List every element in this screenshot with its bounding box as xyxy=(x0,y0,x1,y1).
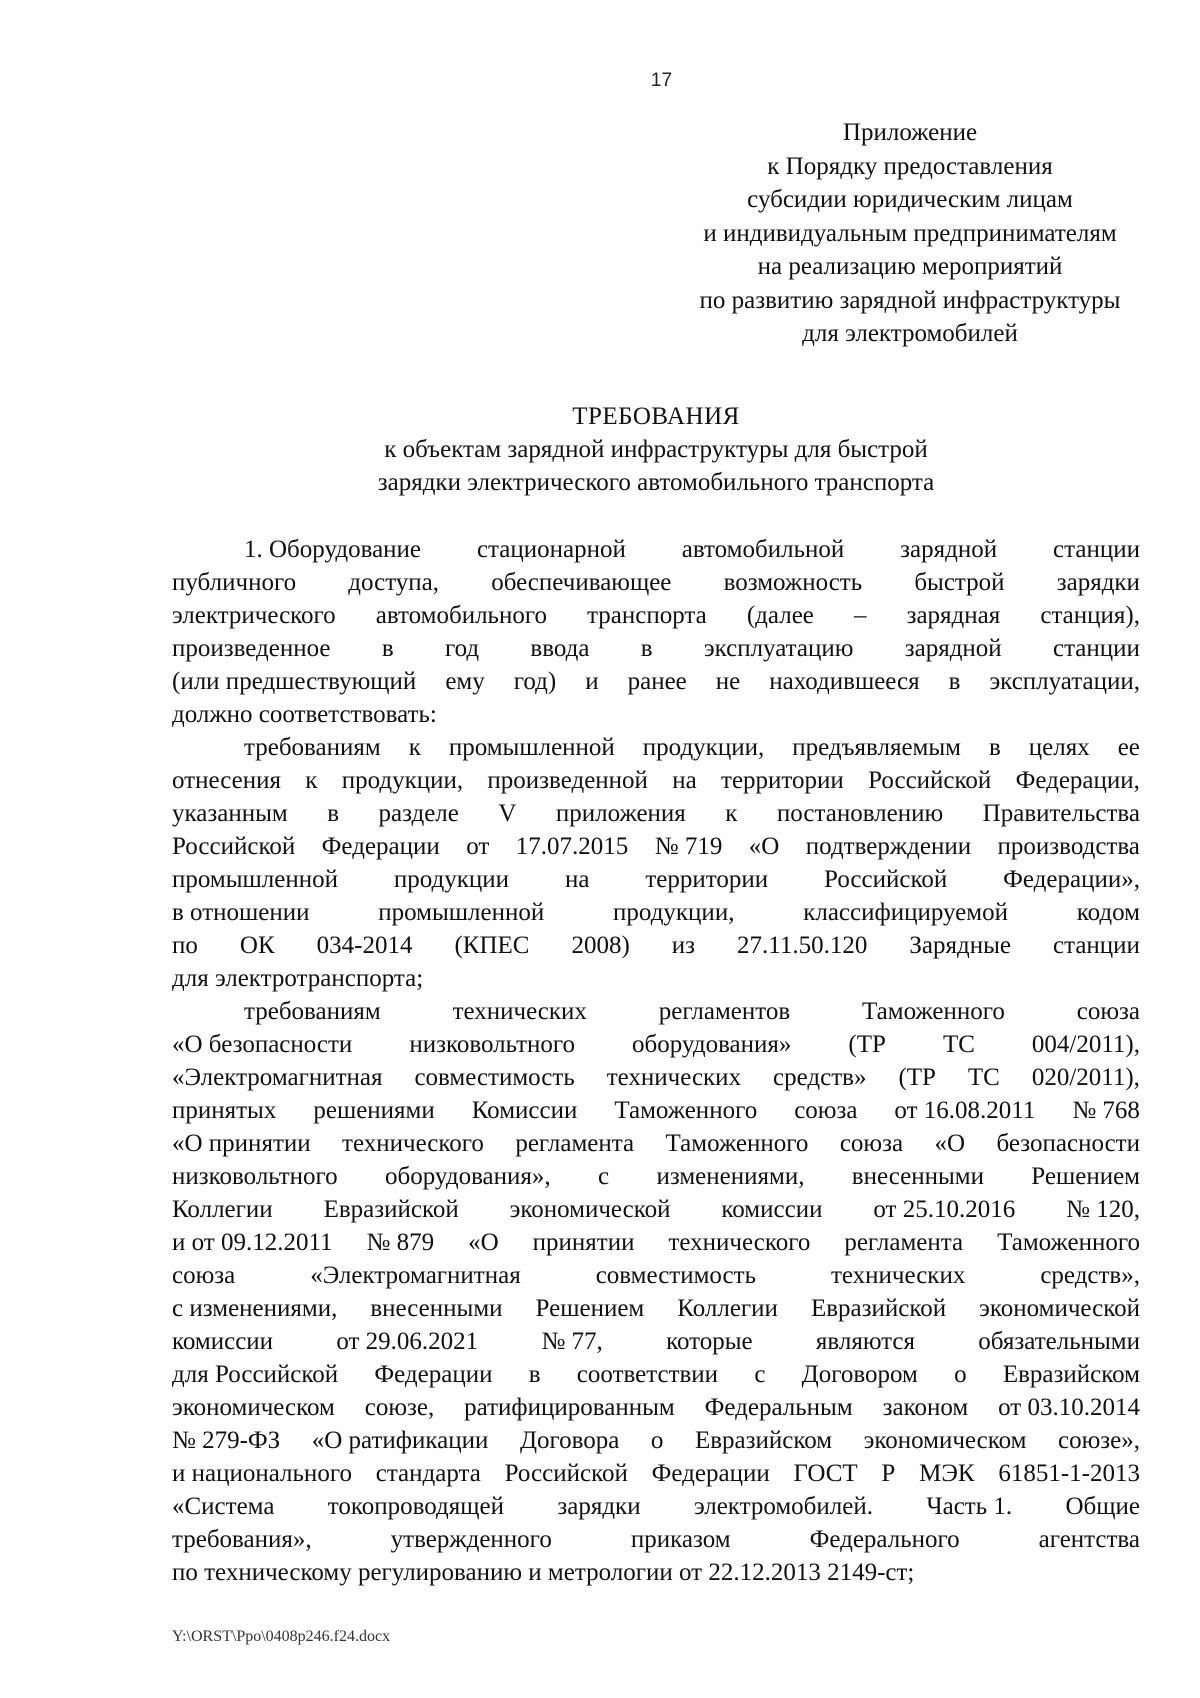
word: Решением xyxy=(1031,1163,1140,1190)
word: V xyxy=(498,800,517,827)
word: соответствии xyxy=(576,1361,719,1388)
text-line xyxy=(172,1028,1140,1061)
word: экономической xyxy=(509,1196,671,1223)
word: утвержденного xyxy=(390,1526,552,1553)
word: постановлению xyxy=(776,800,944,827)
text-line xyxy=(172,764,1140,797)
word: союза xyxy=(172,1262,236,1289)
word: год xyxy=(444,635,480,662)
word: Российской xyxy=(824,866,948,893)
appendix-header xyxy=(640,116,1180,351)
word: требованиям xyxy=(244,998,381,1025)
word: территории xyxy=(645,866,769,893)
text-line xyxy=(172,1061,1140,1094)
word: промышленной xyxy=(448,734,615,761)
text-line xyxy=(172,1292,1140,1325)
word: в xyxy=(640,635,653,662)
text-line xyxy=(172,1523,1140,1556)
word: Р xyxy=(881,1460,896,1487)
word: № 879 xyxy=(366,1229,435,1256)
text-line xyxy=(172,1424,1140,1457)
word: Евразийской xyxy=(323,1196,459,1223)
document-subtitle-line-1: к объектам зарядной инфраструктуры для быстрой xyxy=(384,436,928,463)
word: ее xyxy=(1117,734,1140,761)
word: являются xyxy=(815,1328,916,1355)
word: ОК xyxy=(239,932,275,959)
word: средств», xyxy=(1040,1262,1140,1289)
word: технических xyxy=(606,1064,742,1091)
appendix-line: по развитию зарядной инфраструктуры xyxy=(699,286,1121,314)
word: «О xyxy=(934,1130,966,1157)
word: от 25.10.2016 xyxy=(873,1196,1016,1223)
word: Федеральным xyxy=(704,1394,853,1421)
word: Таможенного xyxy=(614,1097,758,1124)
word: регламентов xyxy=(658,998,791,1025)
word: «О ратификации xyxy=(311,1427,489,1454)
text-line xyxy=(172,1457,1140,1490)
text-line xyxy=(172,1556,1140,1589)
word: совместимость xyxy=(414,1064,575,1091)
word: № 279-ФЗ xyxy=(172,1427,281,1454)
word: союза xyxy=(794,1097,858,1124)
word: ГОСТ xyxy=(793,1460,858,1487)
word: требования», xyxy=(172,1526,312,1553)
text-line xyxy=(172,698,1140,731)
text-line xyxy=(172,1490,1140,1523)
word: зарядной xyxy=(904,635,1002,662)
document-title: ТРЕБОВАНИЯ xyxy=(572,403,740,430)
word: Федерации xyxy=(651,1460,770,1487)
word: станции xyxy=(1053,536,1140,563)
word: союза xyxy=(1076,998,1140,1025)
text-line xyxy=(172,962,1140,995)
word: транспорта xyxy=(587,602,707,629)
word: от 03.10.2014 xyxy=(998,1394,1140,1421)
word: публичного xyxy=(172,569,297,596)
word: год) xyxy=(513,668,557,695)
word: «О безопасности xyxy=(172,1031,353,1058)
word: МЭК xyxy=(919,1460,975,1487)
word: изменениями, xyxy=(656,1163,805,1190)
word: низковольтного xyxy=(172,1163,338,1190)
word: Решением xyxy=(535,1295,645,1322)
word: от 16.08.2011 xyxy=(894,1097,1036,1124)
word: находившееся xyxy=(769,668,920,695)
word: Общие xyxy=(1065,1493,1140,1520)
word: союзе, xyxy=(364,1394,435,1421)
word: зарядная xyxy=(906,602,1001,629)
word: зарядки xyxy=(557,1493,641,1520)
word: оборудования», xyxy=(385,1163,551,1190)
word: (или предшествующий xyxy=(172,668,417,695)
word: регламента xyxy=(844,1229,964,1256)
word: доступа, xyxy=(348,569,440,596)
body-text xyxy=(172,533,1140,1589)
word: в xyxy=(988,734,1001,761)
word: Российской xyxy=(868,767,992,794)
word: с изменениями, xyxy=(172,1295,338,1322)
text-line xyxy=(172,1226,1140,1259)
appendix-line: субсидии юридическим лицам xyxy=(747,186,1073,213)
word: Федерации xyxy=(321,833,440,860)
word: электрического xyxy=(172,602,336,629)
word: к xyxy=(305,767,318,794)
word: – xyxy=(853,602,867,629)
word: автомобильного xyxy=(375,602,547,629)
word: быстрой xyxy=(914,569,1005,596)
word: законом xyxy=(882,1394,969,1421)
word: Договором xyxy=(801,1361,918,1388)
word: и национального xyxy=(172,1460,352,1487)
word: (ТР xyxy=(848,1031,886,1058)
word: должно соответствовать: xyxy=(172,701,437,728)
word: автомобильной xyxy=(681,536,845,563)
word: подтверждении xyxy=(805,833,972,860)
word: стационарной xyxy=(476,536,626,563)
word: № 719 xyxy=(654,833,723,860)
word: для электротранспорта; xyxy=(172,965,424,992)
page-number: 17 xyxy=(650,70,673,91)
word: продукции, xyxy=(341,767,464,794)
word: эксплуатацию xyxy=(703,635,854,662)
word: от xyxy=(466,833,490,860)
word: которые xyxy=(666,1328,753,1355)
text-line xyxy=(172,1193,1140,1226)
word: «О xyxy=(468,1229,499,1256)
word: Федерации», xyxy=(1003,866,1140,893)
word: безопасности xyxy=(996,1130,1140,1157)
word: ратифицированным xyxy=(464,1394,675,1421)
word: отнесения xyxy=(172,767,281,794)
word: производства xyxy=(997,833,1140,860)
word: ТС xyxy=(967,1064,1000,1091)
word: 17.07.2015 xyxy=(515,833,629,860)
text-line xyxy=(172,599,1140,632)
word: 034-2014 xyxy=(316,932,413,959)
word: к xyxy=(725,800,738,827)
word: о xyxy=(650,1427,664,1454)
word: с xyxy=(754,1361,766,1388)
word: ввода xyxy=(530,635,590,662)
word: в отношении xyxy=(172,899,310,926)
word: Федерального xyxy=(809,1526,960,1553)
word: принятых xyxy=(172,1097,277,1124)
word: Федерации, xyxy=(1015,767,1140,794)
word: по xyxy=(172,932,198,959)
word: по техническому регулированию и метрологии от 22.12.2013 2149-ст; xyxy=(172,1559,915,1586)
word: в xyxy=(381,635,394,662)
word: Евразийской xyxy=(810,1295,947,1322)
word: и от 09.12.2011 xyxy=(172,1229,333,1256)
word: Договора xyxy=(519,1427,620,1454)
text-line xyxy=(172,896,1140,929)
word: № 120, xyxy=(1066,1196,1140,1223)
word: Российской xyxy=(172,833,296,860)
word: не xyxy=(715,668,741,695)
word: «О принятии xyxy=(172,1130,311,1157)
paragraph xyxy=(172,995,1140,1589)
word: агентства xyxy=(1038,1526,1140,1553)
word: 1. Оборудование xyxy=(244,536,422,563)
text-line xyxy=(172,566,1140,599)
word: № 768 xyxy=(1072,1097,1140,1124)
word: с xyxy=(598,1163,610,1190)
word: предъявляемым xyxy=(792,734,961,761)
word: 2008) xyxy=(571,932,630,959)
text-line xyxy=(172,929,1140,962)
word: территории xyxy=(721,767,844,794)
text-line xyxy=(172,533,1140,566)
word: (ТР xyxy=(898,1064,936,1091)
word: классифицируемой xyxy=(803,899,1008,926)
word: электромобилей. xyxy=(693,1493,873,1520)
word: средств» xyxy=(773,1064,867,1091)
word: низковольтного xyxy=(409,1031,576,1058)
word: обеспечивающее xyxy=(491,569,672,596)
word: зарядки xyxy=(1056,569,1140,596)
paragraph xyxy=(172,533,1140,731)
word: в xyxy=(528,1361,541,1388)
word: комиссии xyxy=(172,1328,274,1355)
appendix-line: на реализацию мероприятий xyxy=(757,253,1063,280)
word: Таможенного xyxy=(862,998,1005,1025)
word: от 29.06.2021 xyxy=(336,1328,479,1355)
word: 004/2011), xyxy=(1031,1031,1140,1058)
word: станции xyxy=(1053,932,1140,959)
word: технического xyxy=(668,1229,811,1256)
word: Евразийском xyxy=(1002,1361,1140,1388)
word: Правительства xyxy=(982,800,1140,827)
word: для Российской xyxy=(172,1361,339,1388)
word: технических xyxy=(452,998,587,1025)
word: № 77, xyxy=(541,1328,603,1355)
word: к xyxy=(408,734,421,761)
word: внесенными xyxy=(370,1295,503,1322)
title-block xyxy=(172,400,1140,499)
text-line xyxy=(172,1358,1140,1391)
word: стандарта xyxy=(375,1460,481,1487)
word: 61851-1-2013 xyxy=(998,1460,1140,1487)
appendix-line: и индивидуальным предпринимателям xyxy=(703,219,1117,247)
text-line xyxy=(172,830,1140,863)
text-line xyxy=(172,1259,1140,1292)
word: технических xyxy=(830,1262,966,1289)
word: промышленной xyxy=(378,899,545,926)
word: 27.11.50.120 xyxy=(737,932,868,959)
word: оборудования» xyxy=(632,1031,792,1058)
word: Российской xyxy=(504,1460,628,1487)
text-line xyxy=(172,1391,1140,1424)
word: эксплуатации, xyxy=(989,668,1140,695)
word: Комиссии xyxy=(471,1097,578,1124)
word: Таможенного xyxy=(997,1229,1140,1256)
text-line xyxy=(172,863,1140,896)
word: союзе», xyxy=(1058,1427,1140,1454)
word: технического xyxy=(342,1130,484,1157)
word: произведенное xyxy=(172,635,331,662)
word: обязательными xyxy=(978,1328,1140,1355)
word: кодом xyxy=(1076,899,1140,926)
appendix-line: к Порядку предоставления xyxy=(767,152,1053,180)
word: «Электромагнитная xyxy=(310,1262,521,1289)
word: в xyxy=(948,668,961,695)
word: и xyxy=(585,668,599,695)
text-line xyxy=(172,632,1140,665)
word: Таможенного xyxy=(665,1130,809,1157)
word: комиссии xyxy=(721,1196,823,1223)
word: из xyxy=(671,932,696,959)
file-path-footer: Y:\ORST\Ppo\0408p246.f24.docx xyxy=(172,1628,391,1645)
word: совместимость xyxy=(595,1262,756,1289)
word: зарядной xyxy=(900,536,998,563)
word: принятии xyxy=(532,1229,635,1256)
word: решениями xyxy=(313,1097,435,1124)
word: Часть 1. xyxy=(926,1493,1013,1520)
word: ТС xyxy=(942,1031,975,1058)
word: станции xyxy=(1052,635,1140,662)
word: целях xyxy=(1028,734,1090,761)
text-line xyxy=(172,995,1140,1028)
word: в xyxy=(327,800,339,827)
word: указанным xyxy=(172,800,288,827)
word: экономической xyxy=(979,1295,1140,1322)
word: на xyxy=(672,767,697,794)
word: продукции, xyxy=(613,899,735,926)
text-line xyxy=(172,1160,1140,1193)
text-line xyxy=(172,731,1140,764)
appendix-line: для электромобилей xyxy=(802,320,1018,347)
word: Коллегии xyxy=(677,1295,778,1322)
word: союза xyxy=(839,1130,904,1157)
word: Федерации xyxy=(374,1361,493,1388)
word: приказом xyxy=(630,1526,731,1553)
word: возможность xyxy=(723,569,863,596)
word: 020/2011), xyxy=(1031,1064,1140,1091)
word: требованиям xyxy=(244,734,381,761)
word: Евразийском xyxy=(694,1427,833,1454)
word: экономическом xyxy=(863,1427,1027,1454)
word: продукции, xyxy=(642,734,765,761)
word: произведенной xyxy=(487,767,648,794)
text-line xyxy=(172,797,1140,830)
word: (далее xyxy=(746,602,814,629)
word: ранее xyxy=(627,668,687,695)
word: станция), xyxy=(1040,602,1140,629)
word: на xyxy=(564,866,590,893)
text-line xyxy=(172,1325,1140,1358)
word: ему xyxy=(445,668,485,695)
word: приложения xyxy=(555,800,686,827)
word: «Система xyxy=(172,1493,275,1520)
word: внесенными xyxy=(851,1163,984,1190)
paragraph xyxy=(172,731,1140,995)
word: «О xyxy=(748,833,780,860)
word: о xyxy=(954,1361,967,1388)
word: продукции xyxy=(393,866,510,893)
word: Коллегии xyxy=(172,1196,273,1223)
document-subtitle-line-2: зарядки электрического автомобильного транспорта xyxy=(377,469,935,496)
text-line xyxy=(172,1127,1140,1160)
word: токопроводящей xyxy=(327,1493,504,1520)
word: регламента xyxy=(515,1130,635,1157)
appendix-line: Приложение xyxy=(842,119,978,146)
word: промышленной xyxy=(172,866,338,893)
text-line xyxy=(172,1094,1140,1127)
text-line xyxy=(172,665,1140,698)
word: разделе xyxy=(378,800,459,827)
word: (КПЕС xyxy=(454,932,530,959)
word: Зарядные xyxy=(909,932,1011,959)
word: экономическом xyxy=(172,1394,335,1421)
word: «Электромагнитная xyxy=(172,1064,383,1091)
